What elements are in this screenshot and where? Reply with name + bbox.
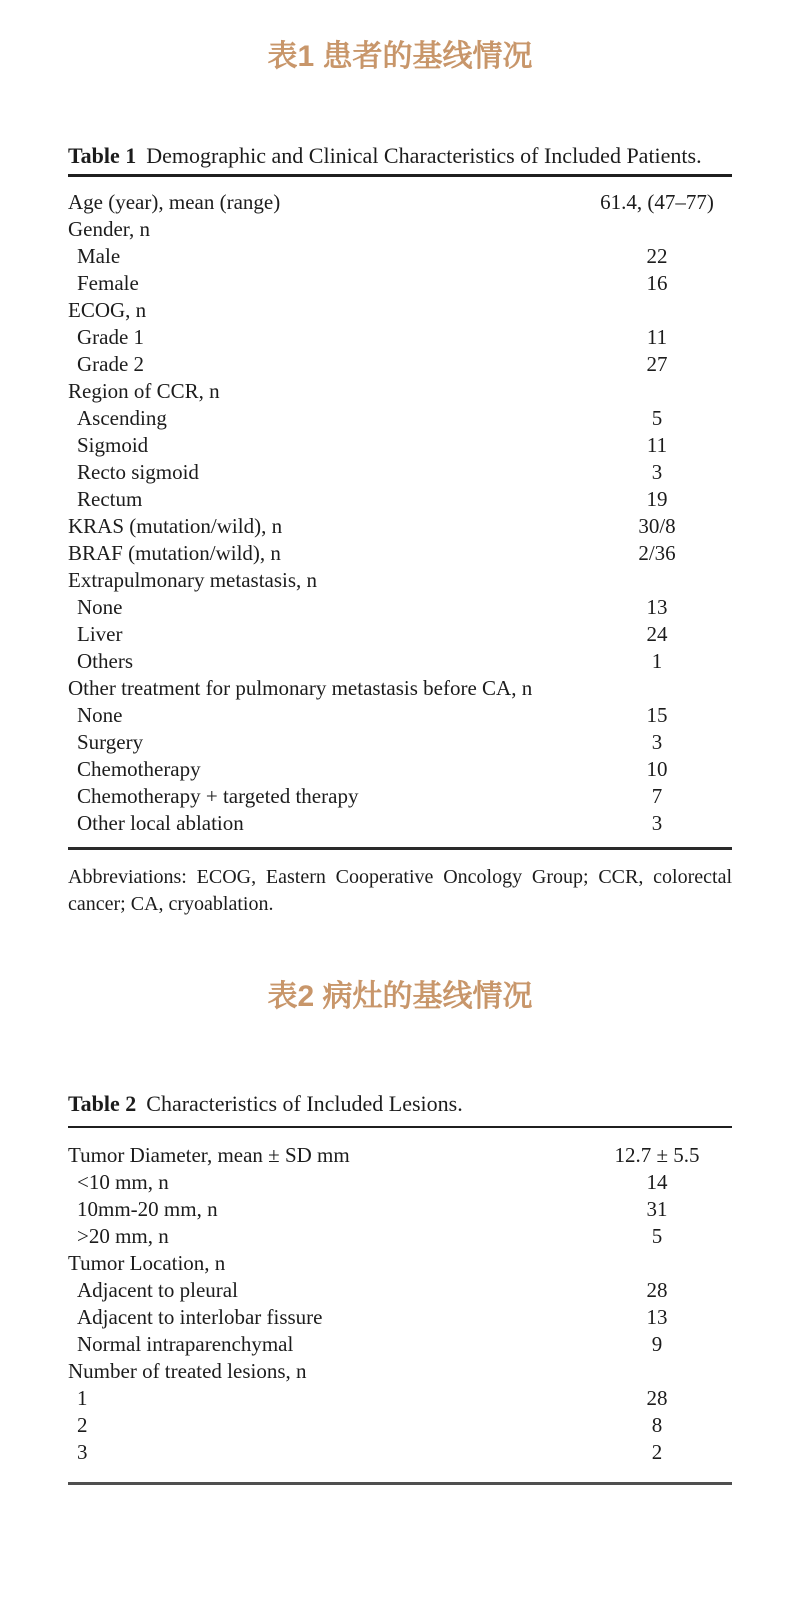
row-value: 13 [646, 595, 668, 619]
row-label: Grade 1 [77, 325, 145, 349]
row-value [582, 1250, 732, 1277]
row-value: 19 [646, 487, 668, 511]
row-label: Other treatment for pulmonary metastasis before CA, n [68, 676, 533, 700]
row-value: 5 [651, 1224, 663, 1248]
row-label: Gender, n [68, 217, 150, 241]
table-row [68, 1412, 732, 1439]
row-value: 3 [651, 730, 663, 754]
row-label: None [77, 703, 123, 727]
row-value: 61.4, (47–77) [600, 190, 714, 214]
row-label: Female [77, 271, 139, 295]
row-value: 3 [651, 460, 663, 484]
row-value: 11 [646, 433, 668, 457]
row-label: Surgery [77, 730, 144, 754]
row-value: 1 [651, 649, 663, 673]
row-label: Chemotherapy + targeted therapy [77, 784, 359, 808]
table2-caption-text: Characteristics of Included Lesions. [146, 1091, 463, 1116]
row-value: 2 [651, 1440, 663, 1464]
table1-caption-label: Table 1 [68, 143, 137, 168]
row-value: 9 [651, 1332, 663, 1356]
row-value: 22 [646, 244, 668, 268]
row-label: Ascending [77, 406, 167, 430]
table-row [68, 243, 732, 270]
row-label: KRAS (mutation/wild), n [68, 514, 283, 538]
row-value: 14 [646, 1170, 668, 1194]
section2-chinese-title: 表2 病灶的基线情况 [267, 980, 533, 1013]
row-label: Region of CCR, n [68, 379, 220, 403]
row-value: 24 [646, 622, 668, 646]
table-row [68, 378, 732, 405]
table-row [68, 810, 732, 837]
table-row [68, 1169, 732, 1196]
row-label: <10 mm, n [77, 1170, 169, 1194]
table-row [68, 783, 732, 810]
row-label: 3 [77, 1440, 88, 1464]
table-row [68, 405, 732, 432]
row-value: 13 [646, 1305, 668, 1329]
table-row [68, 459, 732, 486]
row-label: Recto sigmoid [77, 460, 199, 484]
row-value: 28 [646, 1386, 668, 1410]
row-value [582, 216, 732, 243]
row-value: 31 [646, 1197, 668, 1221]
table2-caption-label: Table 2 [68, 1091, 137, 1116]
row-value: 16 [646, 271, 668, 295]
table-row [68, 1439, 732, 1466]
row-value: 15 [646, 703, 668, 727]
table-row [68, 540, 732, 567]
row-value: 5 [651, 406, 663, 430]
table-row [68, 1223, 732, 1250]
row-label: Liver [77, 622, 123, 646]
row-label: Number of treated lesions, n [68, 1359, 307, 1383]
table-row [68, 648, 732, 675]
table-row [68, 1277, 732, 1304]
row-value: 10 [646, 757, 668, 781]
table-row [68, 297, 732, 324]
row-label: 10mm-20 mm, n [77, 1197, 218, 1221]
row-value [582, 675, 732, 702]
table-row [68, 567, 732, 594]
row-value [582, 1358, 732, 1385]
table-row [68, 594, 732, 621]
table1-caption-text: Demographic and Clinical Characteristics of Included Patients. [146, 143, 702, 168]
table-row [68, 1358, 732, 1385]
row-label: None [77, 595, 123, 619]
row-label: Grade 2 [77, 352, 145, 376]
row-value: 27 [646, 352, 668, 376]
row-label: Male [77, 244, 121, 268]
row-value: 3 [651, 811, 663, 835]
table1-caption [68, 142, 732, 170]
row-value [582, 378, 732, 405]
table-row [68, 1142, 732, 1169]
table-row [68, 351, 732, 378]
table-row [68, 729, 732, 756]
row-label: Adjacent to pleural [77, 1278, 238, 1302]
row-value: 28 [646, 1278, 668, 1302]
row-label: >20 mm, n [77, 1224, 169, 1248]
table2-rows [68, 1128, 732, 1482]
table-row [68, 324, 732, 351]
row-label: Rectum [77, 487, 143, 511]
row-value [582, 567, 732, 594]
table-row [68, 675, 732, 702]
row-label: Tumor Location, n [68, 1251, 226, 1275]
row-label: Sigmoid [77, 433, 149, 457]
row-value: 12.7 ± 5.5 [614, 1143, 700, 1167]
table-row [68, 486, 732, 513]
table-row [68, 1331, 732, 1358]
row-value: 2/36 [638, 541, 676, 565]
row-label: 1 [77, 1386, 88, 1410]
table-row [68, 1385, 732, 1412]
row-value [582, 297, 732, 324]
row-label: 2 [77, 1413, 88, 1437]
table-row [68, 756, 732, 783]
row-label: Chemotherapy [77, 757, 201, 781]
row-value: 11 [646, 325, 668, 349]
row-label: ECOG, n [68, 298, 147, 322]
row-label: Others [77, 649, 133, 673]
row-label: Extrapulmonary metastasis, n [68, 568, 318, 592]
table1-rows [68, 177, 732, 847]
table1-footnote: Abbreviations: ECOG, Eastern Cooperative Oncology Group; CCR, colorectal cancer; CA, cryoablation. [68, 866, 732, 915]
table2-bottom-rule [68, 1482, 732, 1485]
row-label: Age (year), mean (range) [68, 190, 281, 214]
table1-bottom-rule [68, 847, 732, 850]
table-row [68, 216, 732, 243]
table-row [68, 189, 732, 216]
row-value: 8 [651, 1413, 663, 1437]
table1-section [68, 142, 732, 918]
row-value: 30/8 [638, 514, 676, 538]
table-row [68, 621, 732, 648]
table-row [68, 1250, 732, 1277]
table-row [68, 270, 732, 297]
section1-chinese-title: 表1 患者的基线情况 [267, 40, 533, 73]
table-row [68, 432, 732, 459]
row-label: Normal intraparenchymal [77, 1332, 294, 1356]
table2-caption [68, 1090, 732, 1118]
row-label: Other local ablation [77, 811, 244, 835]
row-label: Adjacent to interlobar fissure [77, 1305, 323, 1329]
table-row [68, 1196, 732, 1223]
table-row [68, 513, 732, 540]
row-label: BRAF (mutation/wild), n [68, 541, 281, 565]
table-row [68, 702, 732, 729]
table2-section [68, 1090, 732, 1485]
row-label: Tumor Diameter, mean ± SD mm [68, 1143, 350, 1167]
table-row [68, 1304, 732, 1331]
row-value: 7 [651, 784, 663, 808]
